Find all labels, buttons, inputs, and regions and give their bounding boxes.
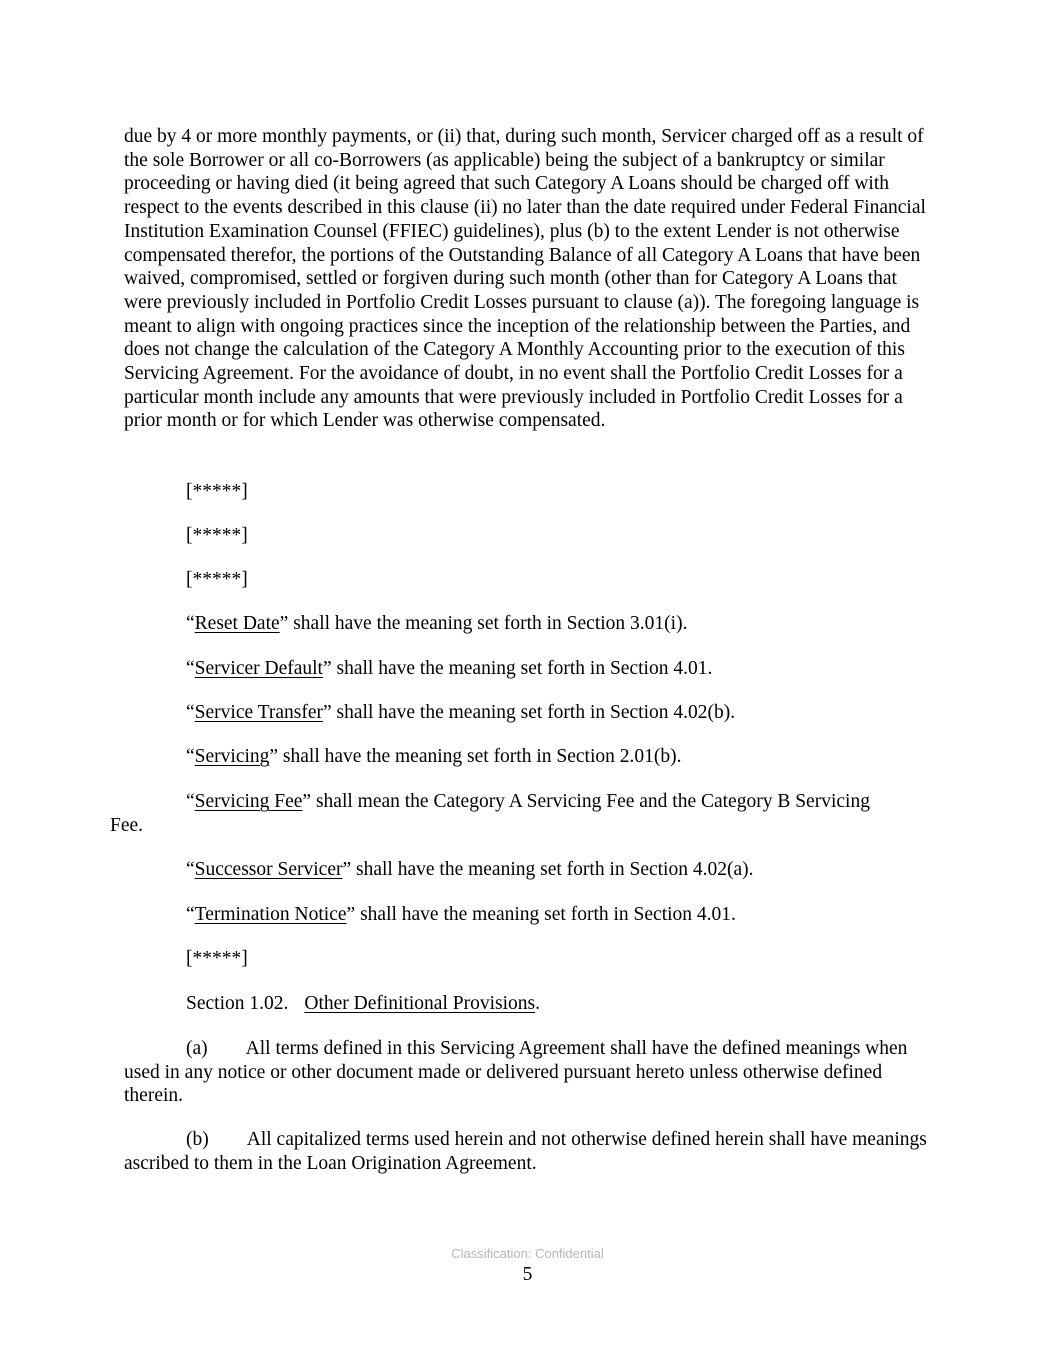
clause-text: All terms defined in this Servicing Agreement shall have the defined meanings when used in any notice or other document made or delivered pursuant hereto unless otherwise defined therein.	[124, 1038, 908, 1107]
definition-service-transfer: “Service Transfer” shall have the meaning set forth in Section 4.02(b).	[186, 702, 736, 723]
clause-text: All capitalized terms used herein and not otherwise defined herein shall have meanings ascribed to them in the Loan Origination Agreement.	[124, 1129, 927, 1174]
opening-paragraph: due by 4 or more monthly payments, or (ii) that, during such month, Servicer charged off as a result of the sole Borrower or all co-Borrowers (as applicable) being the subject of a bankruptcy or similar proceeding or having died (it being agreed that such Category A Loans should be charged off with respect to the events described in this clause (ii) no later than the date required under Federal Financial Institution Examination Counsel (FFIEC) guidelines), plus (b) to the extent Lender is not otherwise compensated therefor, the portions of the Outstanding Balance of all Category A Loans that have been waived, compromised, settled or forgiven during such month (other than for Category A Loans that were previously included in Portfolio Credit Losses pursuant to clause (a)). The foregoing language is meant to align with ongoing practices since the inception of the relationship between the Parties, and does not change the calculation of the Category A Monthly Accounting prior to the execution of this Servicing Agreement. For the avoidance of doubt, in no event shall the Portfolio Credit Losses for a particular month include any amounts that were previously included in Portfolio Credit Losses for a prior month or for which Lender was otherwise compensated.	[124, 126, 926, 432]
classification-label: Classification: Confidential	[451, 1246, 604, 1261]
definition-servicing-fee: “Servicing Fee” shall mean the Category A Servicing Fee and the Category B Servicing	[186, 791, 870, 812]
clause-b	[124, 1128, 934, 1175]
defined-term: Termination Notice	[194, 904, 347, 925]
definition-termination-notice: “Termination Notice” shall have the meaning set forth in Section 4.01.	[186, 904, 736, 925]
defined-term: Servicing Fee	[194, 791, 303, 812]
page-number: 5	[522, 1264, 533, 1285]
defined-term: Servicing	[194, 746, 270, 767]
definition-servicer-default: “Servicer Default” shall have the meaning set forth in Section 4.01.	[186, 658, 713, 679]
redacted-marker: [*****]	[186, 481, 248, 502]
clause-label: (b)	[186, 1129, 209, 1150]
definition-reset-date: “Reset Date” shall have the meaning set forth in Section 3.01(i).	[186, 613, 688, 634]
defined-term: Servicer Default	[194, 658, 323, 679]
section-number: Section 1.02.	[186, 993, 289, 1014]
redacted-marker: [*****]	[186, 948, 248, 969]
section-title: Other Definitional Provisions	[304, 993, 536, 1014]
clause-a	[124, 1037, 934, 1108]
defined-term: Service Transfer	[194, 702, 324, 723]
redacted-marker: [*****]	[186, 525, 248, 546]
redacted-marker: [*****]	[186, 569, 248, 590]
defined-term: Reset Date	[194, 613, 280, 634]
section-heading: Section 1.02. Other Definitional Provisions.	[186, 993, 540, 1014]
definition-servicing-fee-continuation: Fee.	[110, 815, 144, 836]
defined-term: Successor Servicer	[194, 859, 343, 880]
clause-label: (a)	[186, 1038, 208, 1059]
definition-servicing: “Servicing” shall have the meaning set forth in Section 2.01(b).	[186, 746, 682, 767]
definition-successor-servicer: “Successor Servicer” shall have the meaning set forth in Section 4.02(a).	[186, 859, 754, 880]
